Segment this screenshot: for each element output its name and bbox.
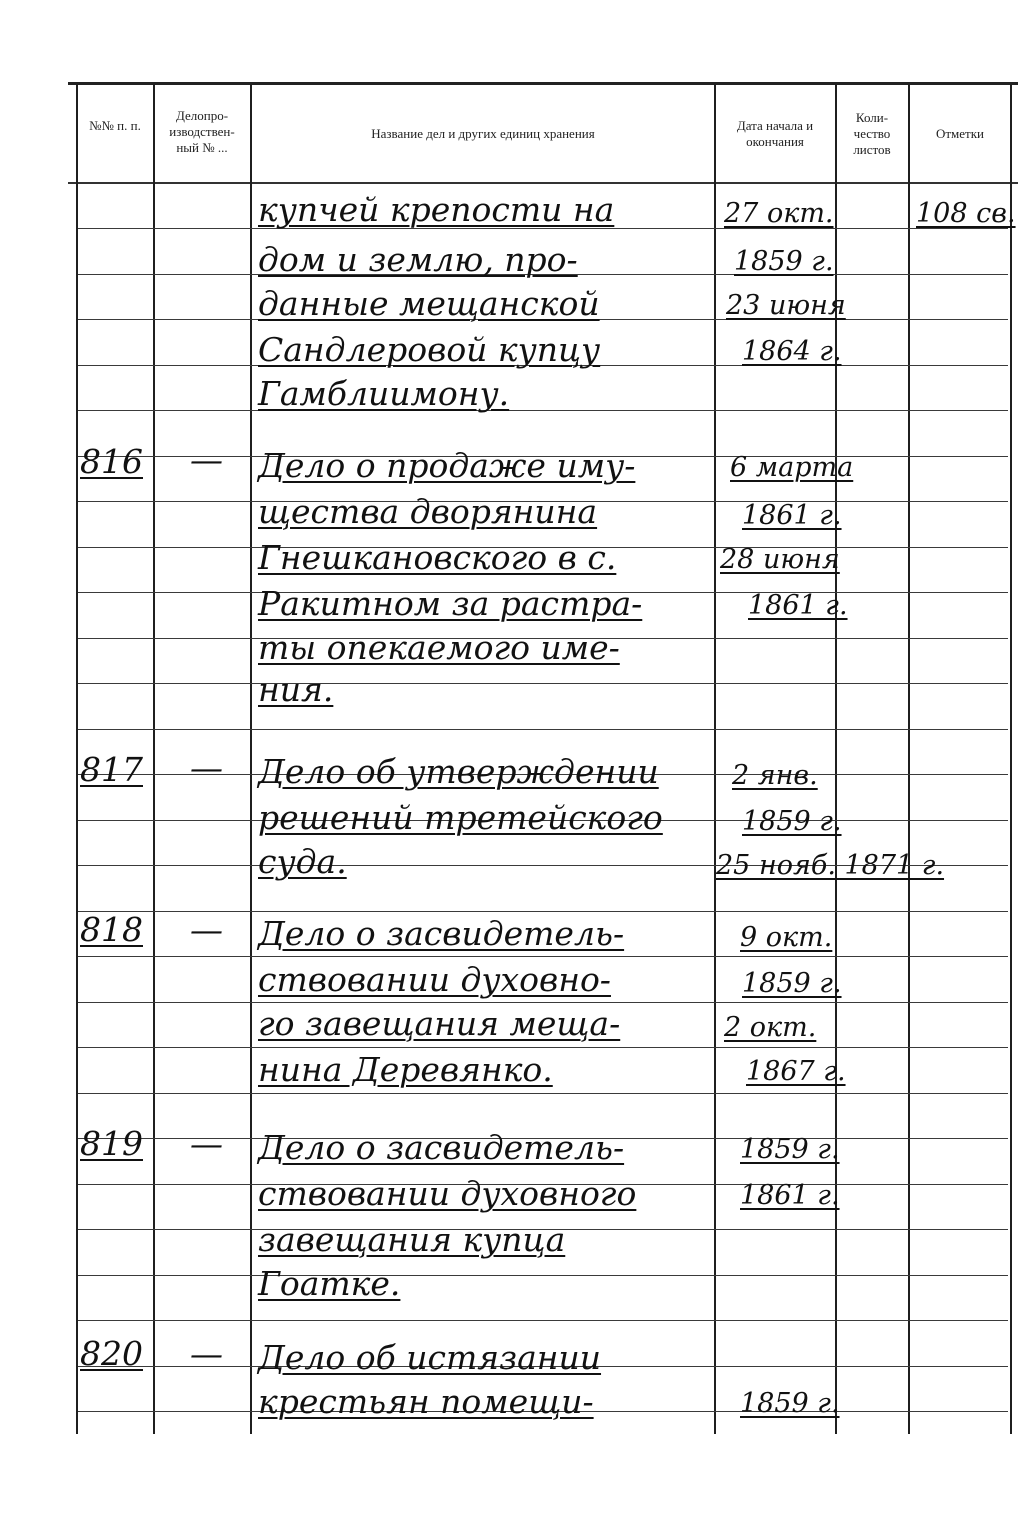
- record-number: 818: [80, 910, 143, 949]
- record-date: 27 окт.: [724, 198, 834, 229]
- ruled-line: [78, 683, 1008, 684]
- record-office-number: —: [190, 1124, 223, 1163]
- record-title-line: Гамблиимону.: [258, 374, 510, 413]
- header-col-notes: Отметки: [935, 126, 985, 141]
- record-title-line: Сандлеровой купцу: [258, 330, 601, 369]
- record-date: 1861 г.: [740, 1180, 840, 1211]
- record-title-line: ния.: [258, 670, 334, 709]
- record-date: 1861 г.: [748, 590, 848, 621]
- record-date: 28 июня: [720, 544, 840, 575]
- record-title-line: Дело об истязании: [258, 1338, 602, 1377]
- record-number: 817: [80, 750, 143, 789]
- column-line-right: [1010, 84, 1012, 1434]
- table-top-border: [68, 82, 1018, 85]
- record-title-line: Дело об утверждении: [258, 752, 659, 791]
- header-col-no: №№ п. п.: [89, 118, 141, 133]
- ruled-line: [78, 1093, 1008, 1094]
- ruled-line: [78, 729, 1008, 730]
- record-office-number: —: [190, 1334, 223, 1373]
- record-office-number: —: [190, 748, 223, 787]
- record-office-number: —: [190, 440, 223, 479]
- record-date: 9 окт.: [740, 922, 833, 953]
- record-date: 1859 г.: [740, 1388, 840, 1419]
- ruled-line: [78, 1320, 1008, 1321]
- record-title-line: го завещания меща-: [258, 1004, 621, 1043]
- header-col-office-no: Делопро- изводствен- ный № ...: [169, 108, 235, 155]
- record-date: 23 июня: [726, 290, 846, 321]
- record-title-line: щества дворянина: [258, 492, 598, 531]
- record-title-line: ствовании духовно-: [258, 960, 611, 999]
- record-number: 819: [80, 1124, 143, 1163]
- record-date: 2 янв.: [732, 760, 818, 791]
- record-title-line: Дело о продаже иму-: [258, 446, 636, 485]
- header-col-dates: Дата начала и окончания: [736, 118, 814, 149]
- record-title-line: Дело о засвидетель-: [258, 1128, 625, 1167]
- record-title-line: данные мещанской: [258, 284, 600, 323]
- ruled-line: [78, 1047, 1008, 1048]
- record-title-line: Дело о засвидетель-: [258, 914, 625, 953]
- ruled-line: [78, 1275, 1008, 1276]
- record-date: 25 нояб. 1871 г.: [716, 850, 945, 881]
- column-line-no: [153, 84, 155, 1434]
- record-title-line: купчей крепости на: [258, 190, 615, 229]
- record-number: 816: [80, 442, 143, 481]
- header-col-sheets: Коли- чество листов: [853, 110, 891, 157]
- record-number: 820: [80, 1334, 143, 1373]
- record-notes: 108 св.: [916, 198, 1016, 229]
- column-line-office: [250, 84, 252, 1434]
- column-line-sheets: [908, 84, 910, 1434]
- record-date: 2 окт.: [724, 1012, 817, 1043]
- record-title-line: крестьян помещи-: [258, 1382, 594, 1421]
- column-line-title: [714, 84, 716, 1434]
- record-date: 1859 г.: [742, 968, 842, 999]
- record-title-line: Ракитном за растра-: [258, 584, 643, 623]
- record-date: 1861 г.: [742, 500, 842, 531]
- record-office-number: —: [190, 910, 223, 949]
- ruled-line: [78, 956, 1008, 957]
- column-line-left: [76, 84, 78, 1434]
- record-title-line: решений третейского: [258, 798, 663, 837]
- record-title-line: суда.: [258, 842, 347, 881]
- record-title-line: Гоатке.: [258, 1264, 401, 1303]
- record-date: 1859 г.: [742, 806, 842, 837]
- header-col-title: Название дел и других единиц хранения: [371, 126, 595, 141]
- ruled-line: [78, 1002, 1008, 1003]
- record-date: 1867 г.: [746, 1056, 846, 1087]
- header-bottom-border: [68, 182, 1018, 184]
- record-title-line: нина Деревянко.: [258, 1050, 553, 1089]
- record-title-line: дом и землю, про-: [258, 240, 578, 279]
- record-title-line: ты опекаемого име-: [258, 628, 620, 667]
- record-title-line: Гнешкановского в с.: [258, 538, 617, 577]
- record-date: 1864 г.: [742, 336, 842, 367]
- record-date: 6 марта: [730, 452, 854, 483]
- record-title-line: ствовании духовного: [258, 1174, 637, 1213]
- record-date: 1859 г.: [740, 1134, 840, 1165]
- record-title-line: завещания купца: [258, 1220, 566, 1259]
- record-date: 1859 г.: [734, 246, 834, 277]
- ruled-line: [78, 410, 1008, 411]
